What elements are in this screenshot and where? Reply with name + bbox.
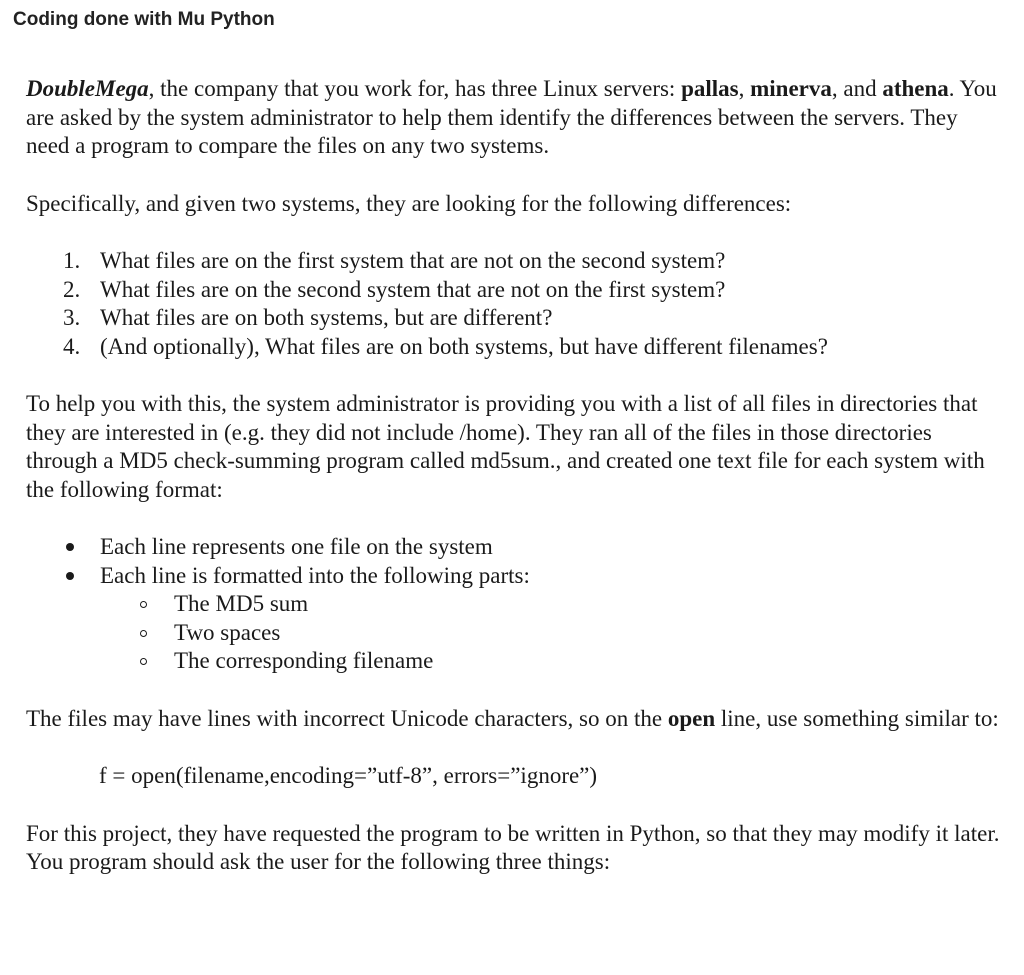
format-parts-list: [100, 590, 1006, 676]
list-item: The MD5 sum: [100, 590, 1006, 619]
unicode-paragraph: The files may have lines with incorrect Unicode characters, so on the open line, use something similar to:: [26, 705, 999, 731]
list-item: 4. (And optionally), What files are on both systems, but have different filenames?: [63, 333, 828, 359]
bullet-icon: [66, 572, 74, 580]
list-item: Two spaces: [100, 619, 1006, 648]
circle-bullet-icon: [140, 630, 147, 637]
list-item: Each line is formatted into the following parts: The MD5 sum Two spaces The corresponding filename: [26, 562, 1006, 676]
circle-bullet-icon: [140, 601, 147, 608]
list-item: 2. What files are on the second system that are not on the first system?: [63, 276, 726, 302]
list-item: 1. What files are on the first system that are not on the second system?: [63, 248, 726, 273]
page-title: Coding done with Mu Python: [13, 9, 275, 30]
final-paragraph: For this project, they have requested the program to be written in Python, so that they may modify it later. You program should ask the user for the following three things:: [26, 820, 1000, 874]
intro-paragraph: DoubleMega, the company that you work for, has three Linux servers: pallas, minerva, and athena. You are asked by the system administrator to help them identify the differences between the servers. They need a program to compare the files on any two systems.: [26, 76, 997, 158]
list-item: Each line represents one file on the system: [26, 533, 1006, 562]
list-item: 3. What files are on both systems, but are different?: [63, 305, 553, 330]
server-minerva: minerva: [750, 76, 832, 101]
server-pallas: pallas: [681, 76, 739, 101]
format-list: [26, 533, 1006, 676]
document-body: [26, 75, 1006, 877]
code-example: f = open(filename,encoding=”utf-8”, errors=”ignore”): [99, 763, 598, 788]
list-item: The corresponding filename: [100, 647, 1006, 676]
questions-list: [26, 247, 1006, 361]
specifically-paragraph: Specifically, and given two systems, they are looking for the following differences:: [26, 190, 792, 216]
server-athena: athena: [882, 76, 949, 101]
open-keyword: open: [667, 705, 716, 731]
company-name: DoubleMega: [26, 76, 149, 101]
bullet-icon: [66, 543, 74, 551]
circle-bullet-icon: [140, 658, 147, 665]
help-paragraph: To help you with this, the system administrator is providing you with a list of all files in directories that they are interested in (e.g. they did not include /home). They ran all of the files in those directories through a MD5 check-summing program called md5sum., and created one text file for each system with the following format:: [26, 391, 985, 502]
